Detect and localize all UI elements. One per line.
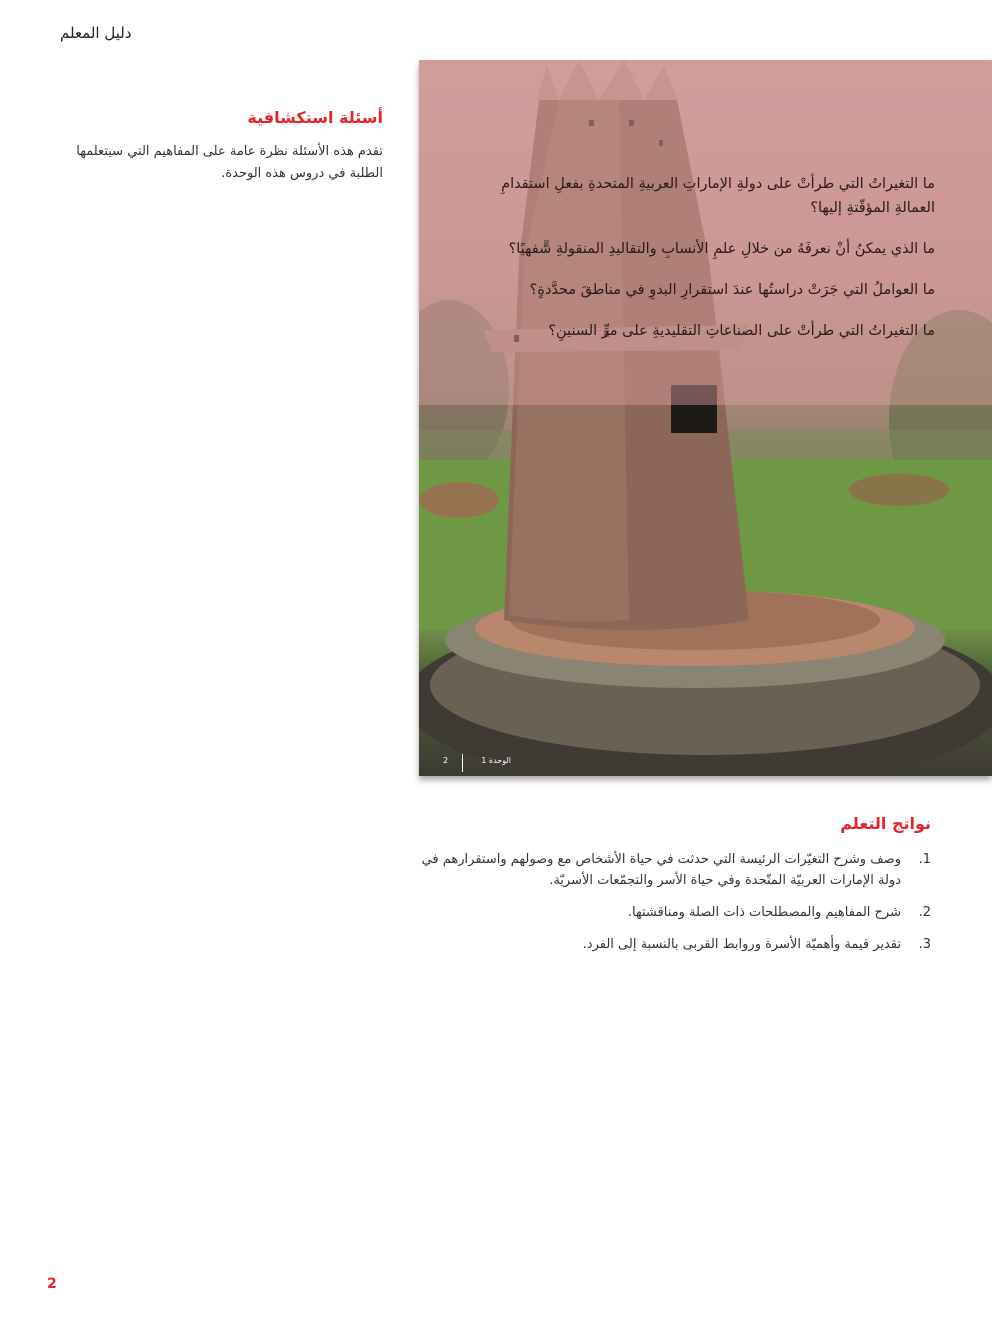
page-number: 2 <box>47 1276 57 1292</box>
exploratory-questions-note <box>60 108 383 185</box>
tower-photo <box>419 60 992 776</box>
learning-outcomes <box>419 814 931 966</box>
question-item: ما التغيراتُ التي طرأتْ على دولةِ الإماراتِ العربيةِ المتحدةِ بفعلِ استقدامِ العمالةِ المؤقّتةِ إليها؟ <box>501 176 935 216</box>
question-item: ما التغيراتُ التي طرأتْ على الصناعاتِ التقليديةِ على مرِّ السنينِ؟ <box>548 323 935 339</box>
sidebar-heading: أسئلة استكشافية <box>247 108 383 127</box>
list-item <box>419 934 931 955</box>
list-item <box>419 849 931 891</box>
outcomes-list <box>419 849 931 955</box>
footer-divider <box>462 754 463 772</box>
outcome-text: تقدير قيمة وأهميّة الأسرة وروابط القربى بالنسبة إلى الفرد. <box>582 937 901 952</box>
outcome-number: 2. <box>918 905 931 920</box>
footer-unit-label: الوحدة 1 <box>481 756 511 765</box>
exploratory-questions-list <box>459 172 935 360</box>
sidebar-text: تقدم هذه الأسئلة نظرة عامة على المفاهيم التي سيتعلمها الطلبة في دروس هذه الوحدة. <box>76 144 383 181</box>
outcome-text: وصف وشرح التغيّرات الرئيسة التي حدثت في حياة الأشخاص مع وصولهم واستقرارهم في دولة الإمارات العربيّة المتّحدة وفي حياة الأسر والتجمّعات الأسريّة. <box>421 852 901 888</box>
outcome-text: شرح المفاهيم والمصطلحات ذات الصلة ومناقشتها. <box>627 905 901 920</box>
running-header: دليل المعلم <box>60 24 132 42</box>
question-item: ما الذي يمكنُ أنْ نعرفَهُ من خلالِ علمِ الأنسابِ والتقاليدِ المنقولةِ شفهيًا؟ <box>508 241 935 257</box>
outcome-number: 3. <box>918 937 931 952</box>
question-item: ما العواملُ التي جَرَتْ دراستُها عندَ استقرارِ البدوِ في مناطقَ محدَّدةٍ؟ <box>529 282 935 298</box>
list-item <box>419 902 931 923</box>
footer-page-number: 2 <box>443 756 449 765</box>
outcome-number: 1. <box>918 852 931 867</box>
outcomes-heading: نواتج التعلم <box>840 814 931 833</box>
photo-footer <box>441 752 511 774</box>
